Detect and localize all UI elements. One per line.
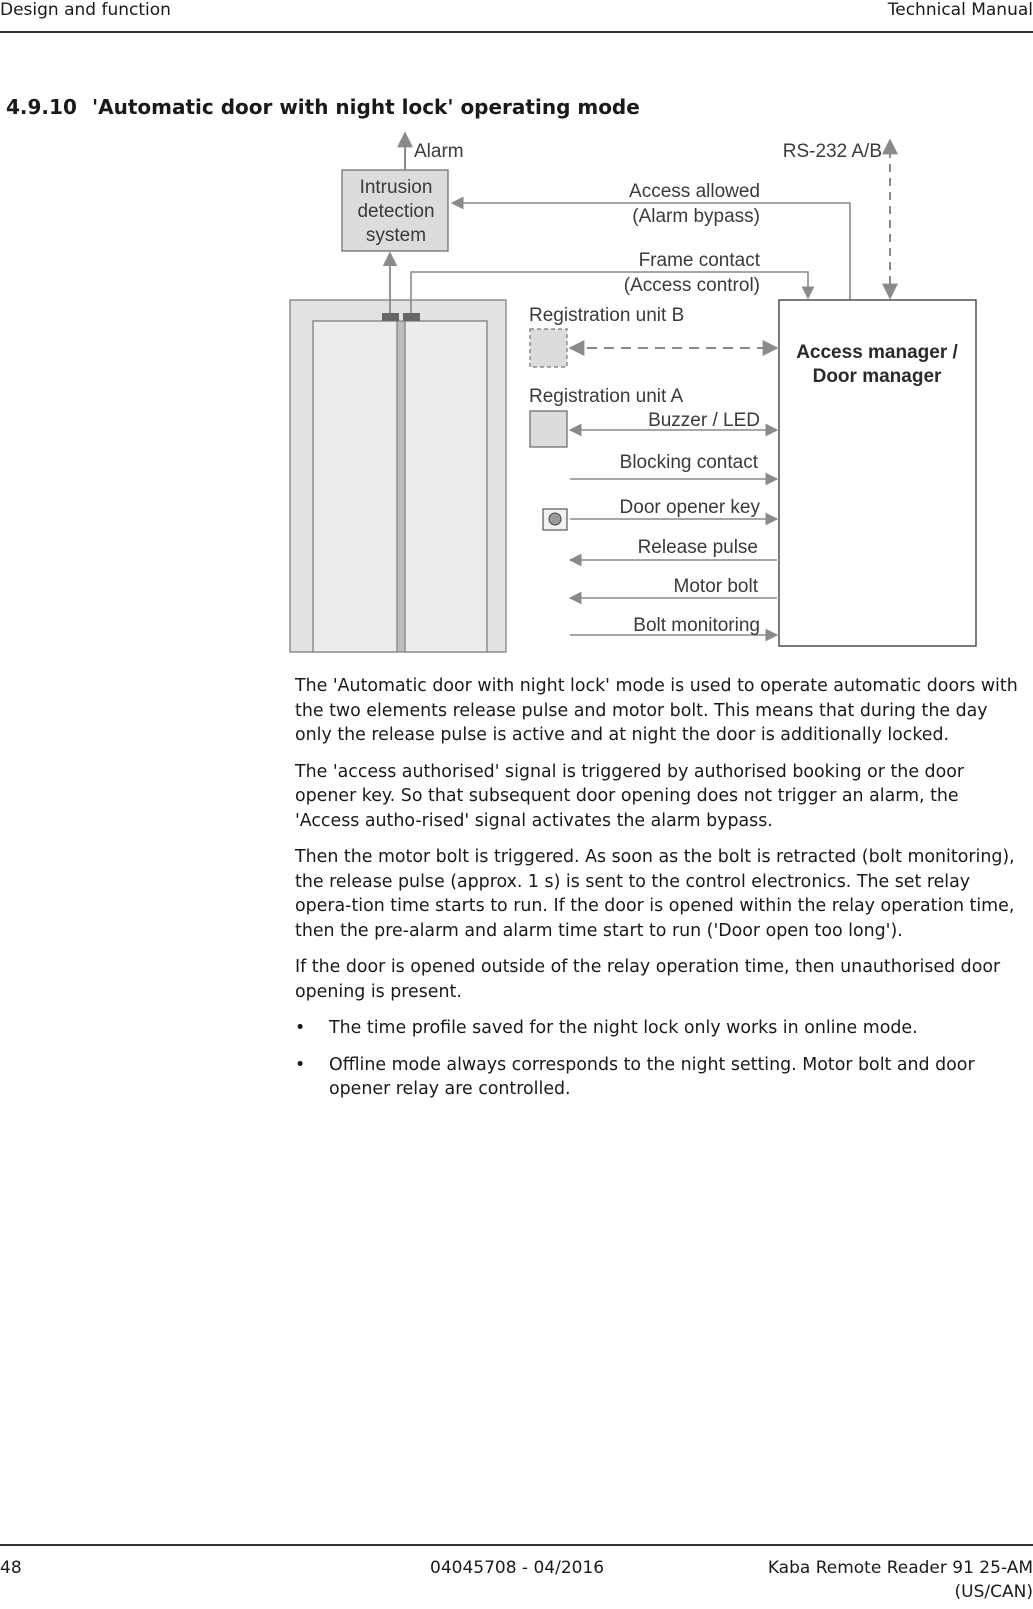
list-item	[295, 1053, 1025, 1102]
paragraph-4: If the door is opened outside of the relay operation time, then unauthorised door opening is present.	[295, 957, 1001, 1002]
registration-b-label: Registration unit B	[529, 305, 685, 326]
blocking-contact-label: Blocking contact	[619, 452, 758, 473]
registration-b-box	[530, 329, 567, 367]
door-contact-left	[382, 313, 399, 321]
access-allowed-label: Access allowed	[629, 181, 760, 202]
list-item-text: The time profile saved for the night lock only works in online mode.	[329, 1018, 918, 1038]
alarm-bypass-label: (Alarm bypass)	[632, 206, 760, 227]
page-number: 48	[0, 1558, 22, 1578]
section-heading	[6, 95, 640, 119]
paragraph-1: The 'Automatic door with night lock' mode is used to operate automatic doors with the two elements release pulse and motor bolt. This means that during the day only the release pulse is active and at night the door is additionally locked.	[295, 676, 1018, 745]
door-leaf-right	[405, 321, 487, 652]
section-number: 4.9.10	[6, 95, 77, 119]
access-manager-line-2: Door manager	[812, 366, 942, 387]
list-item	[295, 1016, 1025, 1041]
door-contact-right	[403, 313, 420, 321]
intrusion-line-1: Intrusion	[359, 177, 433, 198]
rs232-label: RS-232 A/B	[782, 141, 882, 162]
bullet-marker: •	[295, 1054, 306, 1075]
frame-contact-label: Frame contact	[638, 250, 760, 271]
motor-bolt-label: Motor bolt	[673, 576, 758, 597]
list-item-text: Offline mode always corresponds to the night setting. Motor bolt and door opener relay are controlled.	[329, 1054, 975, 1099]
header-manual-label: Technical Manual	[887, 0, 1033, 20]
section-title-text: 'Automatic door with night lock' operating mode	[92, 95, 640, 119]
registration-a-label: Registration unit A	[529, 386, 684, 407]
registration-a-box	[530, 411, 567, 447]
bullet-marker: •	[295, 1018, 306, 1038]
access-control-label: (Access control)	[623, 275, 760, 296]
buzzer-led-label: Buzzer / LED	[648, 410, 760, 431]
door-opener-key-button	[549, 513, 561, 525]
footer-divider	[0, 1544, 1033, 1546]
door-wiring-diagram	[280, 130, 1000, 660]
product-name: Kaba Remote Reader 91 25-AM (US/CAN)	[767, 1558, 1033, 1602]
bolt-monitoring-label: Bolt monitoring	[633, 615, 760, 636]
alarm-label: Alarm	[414, 141, 464, 162]
body-text	[295, 674, 1025, 1114]
paragraph-3: Then the motor bolt is triggered. As soon as the bolt is retracted (bolt monitoring), the release pulse (approx. 1 s) is sent to the control electronics. The set relay opera-tion time starts to run. If the door is opened within the relay operation time, then the pre-alarm and alarm time start to run ('Door open too long').	[295, 847, 1015, 941]
door-leaf-left	[313, 321, 397, 652]
door-gap	[397, 321, 405, 652]
document-number: 04045708 - 04/2016	[430, 1558, 605, 1578]
paragraph-2: The 'access authorised' signal is triggered by authorised booking or the door opener key. So that subsequent door opening does not trigger an alarm, the 'Access autho-rised' signal activates the alarm bypass.	[295, 761, 965, 831]
bullet-list	[295, 1016, 1025, 1102]
header-divider	[0, 31, 1033, 33]
release-pulse-label: Release pulse	[637, 537, 758, 558]
intrusion-line-2: detection	[357, 201, 435, 222]
door-opener-key-label: Door opener key	[619, 497, 760, 518]
access-manager-line-1: Access manager /	[796, 342, 958, 363]
header-section-label: Design and function	[0, 0, 171, 20]
intrusion-line-3: system	[365, 225, 427, 246]
